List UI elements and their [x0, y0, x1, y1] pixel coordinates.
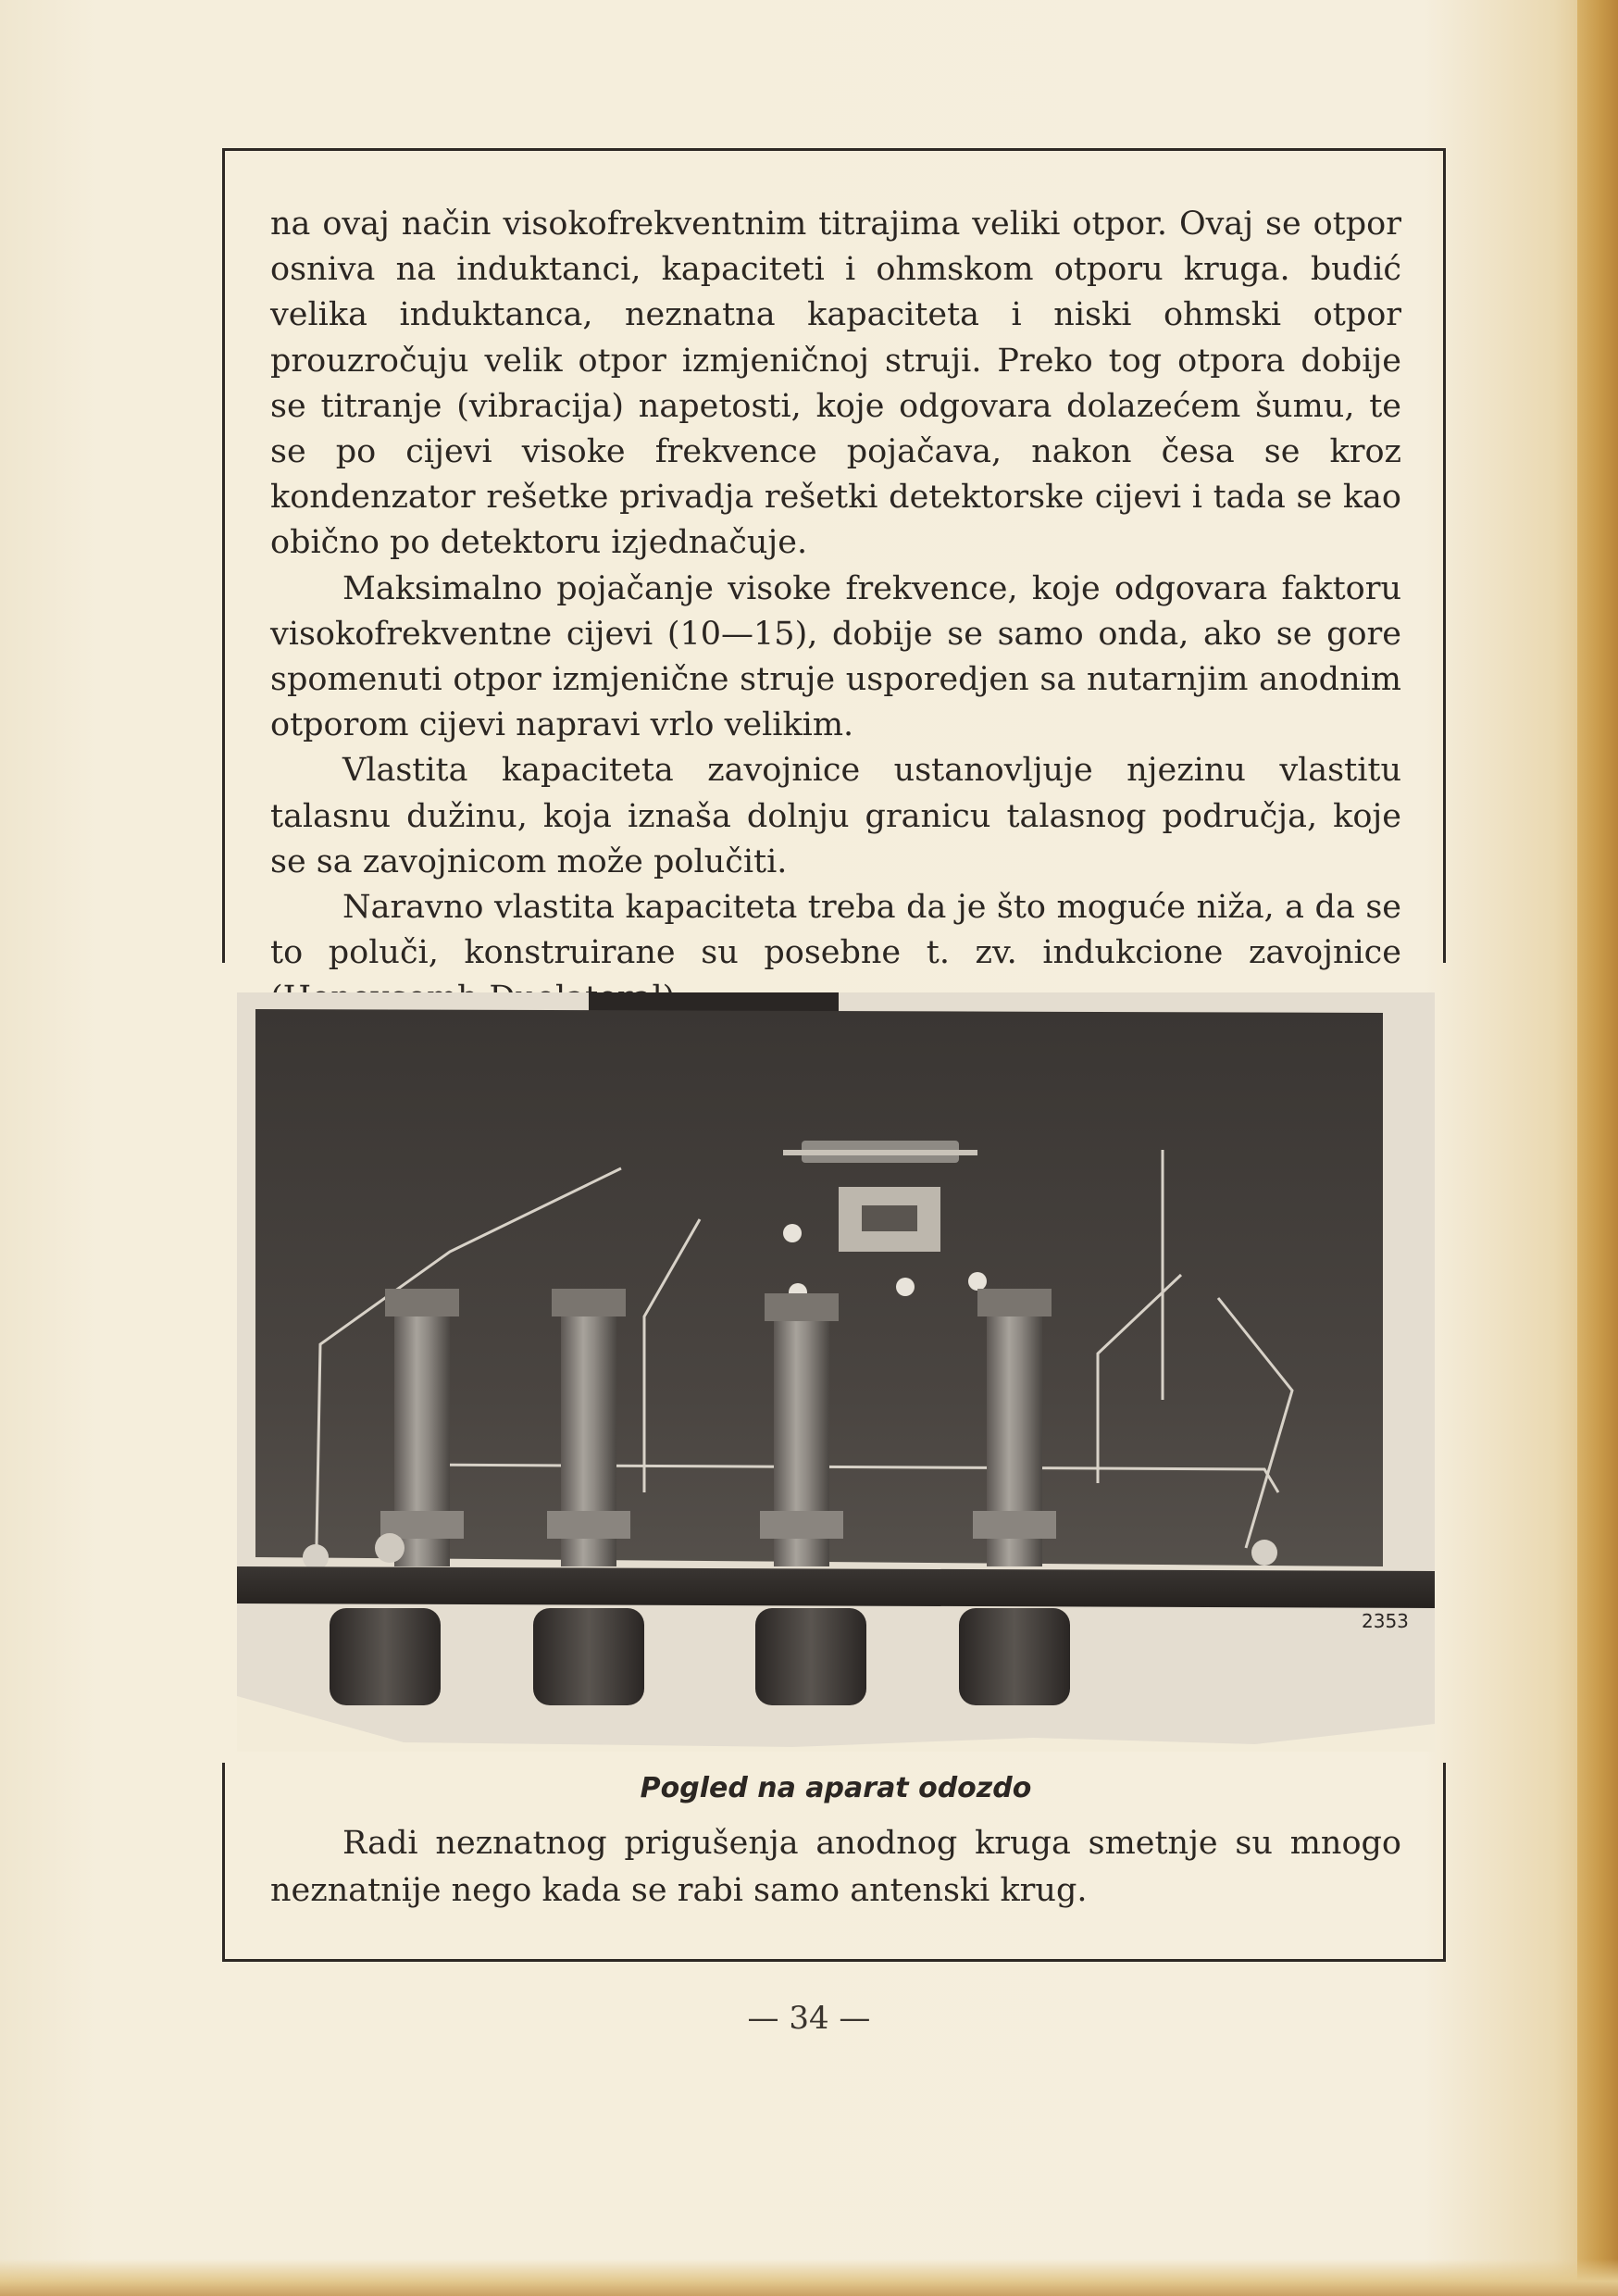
apparatus-photo — [237, 992, 1435, 1752]
figure-caption: Pogled na aparat odozdo — [640, 1772, 1032, 1804]
book-spine-edge — [1577, 0, 1618, 2296]
paragraph-4: Naravno vlastita kapaciteta treba da je što moguće niža, a da se to poluči, konstruirane su posebne t. zv. indukcione zavojnice — [270, 889, 1401, 972]
frame-top-border — [222, 148, 1446, 151]
base-shelf — [237, 1566, 1435, 1608]
closing-paragraph: Radi neznatnog prigušenja anodnog kruga smetnje su mnogo neznatnije nego kada se rabi samo antenski krug. — [270, 1825, 1401, 1909]
paragraph-2: Maksimalno pojačanje visoke frekvence, koje odgovara faktoru visokofrekventne cijevi (10—15), dobije se samo onda, ako se gore spomenuti otpor izmjenične struje usporedjen sa nutarnjim anodnim otporom cijevi napravi vrlo velikim. — [270, 569, 1401, 744]
photo-number: 2353 — [1362, 1610, 1409, 1632]
panel-top-strip — [589, 992, 839, 1013]
page-bottom-edge — [0, 2259, 1618, 2296]
foot-3 — [755, 1608, 866, 1705]
foot-4 — [959, 1608, 1070, 1705]
closing-text — [270, 1820, 1401, 1915]
frame-left-border-upper — [222, 148, 225, 963]
frame-bottom-border — [222, 1959, 1446, 1962]
paragraph-1: na ovaj način visokofrekventnim titrajima veliki otpor. Ovaj se otpor osniva na induktanci, kapaciteti i ohmskom otporu kruga. budić velika induktanca, neznatna kapaciteta i niski ohmski otpor prouzročuju velik otpor izmjeničnoj struji. Preko tog otpora dobije se titranje (vibracija) napetosti, koje odgovara dolazećem šumu, te se po cijevi visoke frekvence pojačava, nakon česa se kroz kondenzator rešetke privadja rešetki detektorske cijevi i tada se kao obično po detektoru izjednačuje. — [270, 206, 1401, 562]
foot-1 — [330, 1608, 441, 1705]
foot-2 — [533, 1608, 644, 1705]
page-number: — 34 — — [747, 2000, 871, 2037]
frame-left-border-lower — [222, 1763, 225, 1961]
paragraph-3: Vlastita kapaciteta zavojnice ustanovljuje njezinu vlastitu talasnu dužinu, koja iznaša dolnju granicu talasnog područja, koje se sa zavojnicom može polučiti. — [270, 752, 1401, 880]
frame-right-border-lower — [1443, 1763, 1446, 1961]
body-text — [270, 202, 1401, 1022]
frame-right-border-upper — [1443, 148, 1446, 963]
